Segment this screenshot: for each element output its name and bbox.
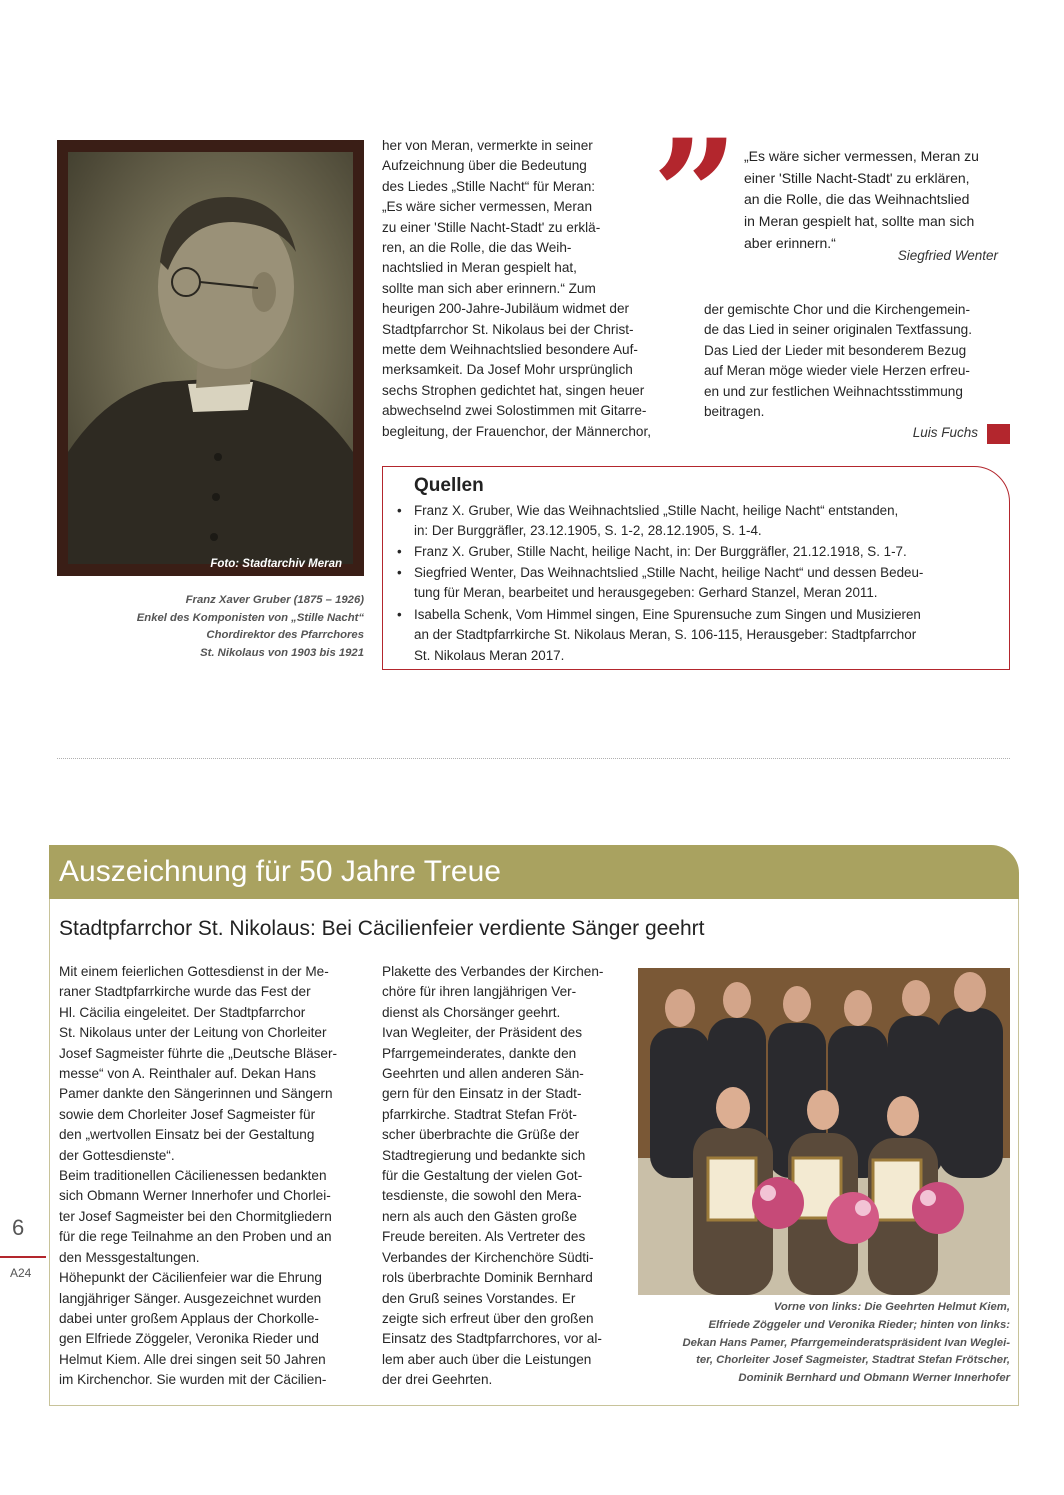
article1-column-right bbox=[704, 300, 1014, 422]
text-line: Einsatz des Stadtpfarrchores, vor al- bbox=[382, 1331, 602, 1347]
bullet: • bbox=[397, 607, 402, 622]
source-item bbox=[397, 542, 997, 562]
text-line: lem aber auch über die Leistungen bbox=[382, 1351, 592, 1367]
text-line: der drei Geehrten. bbox=[382, 1372, 493, 1388]
page-marker-rule bbox=[0, 1256, 46, 1258]
pull-quote bbox=[744, 146, 1002, 255]
section-divider bbox=[57, 758, 1010, 759]
caption-line: Franz Xaver Gruber (1875 – 1926) bbox=[185, 594, 364, 606]
text-line: Beim traditionellen Cäcilienessen bedankten bbox=[59, 1168, 327, 1184]
text-line: pfarrkirche. Stadtrat Stefan Fröt- bbox=[382, 1106, 577, 1122]
text-line: den „wertvollen Einsatz bei der Gestaltung bbox=[59, 1127, 315, 1143]
source-line: Siegfried Wenter, Das Weihnachtslied „Stille Nacht, heilige Nacht“ und dessen Bedeu- bbox=[414, 565, 924, 580]
caption-line: Chordirektor des Pfarrchores bbox=[206, 629, 364, 641]
text-line: tesdienste, die sowohl den Mera- bbox=[382, 1188, 582, 1204]
text-line: sollte man sich aber erinnern.“ Zum bbox=[382, 280, 596, 296]
text-line: zu einer 'Stille Nacht-Stadt' zu erklä- bbox=[382, 219, 601, 235]
photo-credit: Foto: Stadtarchiv Meran bbox=[210, 558, 342, 570]
quote-mark-icon: ” bbox=[652, 107, 725, 283]
text-line: raner Stadtpfarrkirche wurde das Fest der bbox=[59, 984, 311, 1000]
text-line: für die Gestaltung der vielen Got- bbox=[382, 1168, 583, 1184]
group-photo-caption bbox=[620, 1299, 1010, 1388]
text-line: en und zur festlichen Weihnachtsstimmung bbox=[704, 383, 963, 399]
group-photo bbox=[638, 968, 1010, 1295]
text-line: begleitung, der Frauenchor, der Männerchor, bbox=[382, 423, 652, 439]
source-line: tung für Meran, bearbeitet und herausgegeben: Gerhard Stanzel, Meran 2011. bbox=[414, 585, 878, 601]
text-line: zeigte sich erfreut über den großen bbox=[382, 1310, 594, 1326]
caption-line: Enkel des Komponisten von „Stille Nacht“ bbox=[136, 611, 364, 624]
text-line: Pfarrgemeinderates, dankte den bbox=[382, 1045, 577, 1061]
text-line: Stadtpfarrchor St. Nikolaus bei der Christ- bbox=[382, 321, 634, 337]
bullet: • bbox=[397, 565, 402, 580]
portrait-illustration bbox=[68, 152, 353, 564]
text-line: sechs Strophen gedichtet hat, singen heuer bbox=[382, 382, 645, 398]
text-line: scher überbrachte die Grüße der bbox=[382, 1127, 580, 1143]
caption-line: ter, Chorleiter Josef Sagmeister, Stadtrat Stefan Frötscher, bbox=[696, 1354, 1010, 1367]
text-line: merksamkeit. Da Josef Mohr ursprünglich bbox=[382, 362, 633, 378]
quote-line: aber erinnern.“ bbox=[744, 234, 836, 251]
source-item bbox=[397, 563, 997, 604]
text-line: de das Lied in seiner originalen Textfassung. bbox=[704, 322, 973, 338]
text-line: „Es wäre sicher vermessen, Meran bbox=[382, 199, 593, 215]
caption-line: Vorne von links: Die Geehrten Helmut Kiem, bbox=[773, 1301, 1010, 1313]
text-line: heurigen 200-Jahre-Jubiläum widmet der bbox=[382, 301, 630, 317]
text-line: abwechselnd zwei Solostimmen mit Gitarre- bbox=[382, 403, 647, 419]
text-line: für die rege Teilnahme an den Proben und an bbox=[59, 1229, 332, 1245]
text-line: im Kirchenchor. Sie wurden mit der Cäcilien- bbox=[59, 1372, 327, 1388]
text-line: Höhepunkt der Cäcilienfeier war die Ehrung bbox=[59, 1270, 322, 1286]
text-line: gern für den Einsatz in der Stadt- bbox=[382, 1086, 582, 1102]
text-line: der gemischte Chor und die Kirchengemein- bbox=[704, 302, 970, 317]
text-line: beitragen. bbox=[704, 404, 765, 420]
text-line: sowie dem Chorleiter Josef Sagmeister für bbox=[59, 1106, 316, 1122]
text-line: Hl. Cäcilia eingeleitet. Der Stadtpfarrchor bbox=[59, 1004, 306, 1020]
text-line: des Liedes „Stille Nacht“ für Meran: bbox=[382, 178, 596, 194]
article2-column-middle bbox=[382, 962, 632, 1391]
quote-line: „Es wäre sicher vermessen, Meran zu bbox=[744, 148, 979, 164]
article-author: Luis Fuchs bbox=[912, 425, 978, 440]
source-line: St. Nikolaus Meran 2017. bbox=[414, 647, 565, 663]
caption-line: St. Nikolaus von 1903 bis 1921 bbox=[200, 646, 364, 659]
text-line: messe“ von A. Reinthaler auf. Dekan Hans bbox=[59, 1066, 316, 1082]
quote-line: einer 'Stille Nacht-Stadt' zu erklären, bbox=[744, 169, 970, 186]
portrait-image bbox=[68, 152, 353, 564]
article2-subtitle: Stadtpfarrchor St. Nikolaus: Bei Cäcilienfeier verdiente Sänger geehrt bbox=[59, 917, 705, 940]
source-line: Franz X. Gruber, Stille Nacht, heilige Nacht, in: Der Burggräfler, 21.12.1918, S. 1-7. bbox=[414, 544, 907, 559]
caption-line: Elfriede Zöggeler und Veronika Rieder; hinten von links: bbox=[708, 1318, 1010, 1331]
text-line: nern als auch den Gästen große bbox=[382, 1208, 577, 1224]
text-line: Verbandes der Kirchenchöre Südti- bbox=[382, 1249, 594, 1265]
source-item bbox=[397, 605, 997, 666]
text-line: Das Lied der Lieder mit besonderem Bezug bbox=[704, 342, 967, 358]
text-line: gen Elfriede Zöggeler, Veronika Rieder und bbox=[59, 1331, 319, 1347]
text-line: Freude bereiten. Als Vertreter des bbox=[382, 1229, 586, 1245]
text-line: Mit einem feierlichen Gottesdienst in der Me- bbox=[59, 964, 329, 979]
quote-line: an die Rolle, die das Weihnachtslied bbox=[744, 191, 970, 208]
caption-line: Dekan Hans Pamer, Pfarrgemeinderatspräsident Ivan Weglei- bbox=[682, 1336, 1010, 1349]
text-line: ter Josef Sagmeister bei den Chormitgliedern bbox=[59, 1208, 332, 1224]
text-line: Helmut Kiem. Alle drei singen seit 50 Jahren bbox=[59, 1351, 326, 1367]
text-line: der Gottesdienste“. bbox=[59, 1147, 175, 1163]
text-line: langjähriger Sänger. Ausgezeichnet wurden bbox=[59, 1290, 322, 1306]
article2-title: Auszeichnung für 50 Jahre Treue bbox=[59, 855, 501, 888]
text-line: Aufzeichnung über die Bedeutung bbox=[382, 158, 587, 174]
text-line: Josef Sagmeister führte die „Deutsche Bläser- bbox=[59, 1045, 338, 1061]
page-number: 6 bbox=[12, 1215, 25, 1240]
text-line: St. Nikolaus unter der Leitung von Chorleiter bbox=[59, 1025, 327, 1041]
text-line: sich Obmann Werner Innerhofer und Chorlei- bbox=[59, 1188, 331, 1204]
source-line: Isabella Schenk, Vom Himmel singen, Eine Spurensuche zum Singen und Musizieren bbox=[414, 607, 921, 622]
bullet: • bbox=[397, 544, 402, 559]
text-line: Ivan Wegleiter, der Präsident des bbox=[382, 1025, 582, 1041]
source-line: an der Stadtpfarrkirche St. Nikolaus Meran, S. 106-115, Herausgeber: Stadtpfarrchor bbox=[414, 627, 917, 643]
text-line: den Gruß seines Vorstandes. Er bbox=[382, 1290, 576, 1306]
text-line: chöre für ihren langjährigen Ver- bbox=[382, 984, 577, 1000]
text-line: Geehrten und allen anderen Sän- bbox=[382, 1066, 584, 1082]
text-line: mette dem Weihnachtslied besondere Auf- bbox=[382, 342, 638, 358]
source-line: in: Der Burggräfler, 23.12.1905, S. 1-2, 28.12.1905, S. 1-4. bbox=[414, 523, 762, 539]
group-photo-illustration bbox=[638, 968, 1010, 1295]
page-code: A24 bbox=[10, 1266, 32, 1280]
quote-author: Siegfried Wenter bbox=[897, 248, 998, 263]
end-mark-square bbox=[987, 424, 1010, 444]
article1-column-middle bbox=[382, 136, 682, 442]
portrait-caption bbox=[70, 592, 364, 662]
portrait-photo bbox=[57, 140, 364, 576]
text-line: dienst als Chorsänger geehrt. bbox=[382, 1004, 561, 1020]
text-line: Stadtregierung und bedankte sich bbox=[382, 1147, 586, 1163]
text-line: nachtslied in Meran gespielt hat, bbox=[382, 260, 577, 276]
caption-line: Dominik Bernhard und Obmann Werner Innerhofer bbox=[738, 1372, 1010, 1385]
source-item bbox=[397, 501, 997, 542]
text-line: Pamer dankte den Sängerinnen und Sängern bbox=[59, 1086, 333, 1102]
text-line: rols überbrachte Dominik Bernhard bbox=[382, 1270, 593, 1286]
bullet: • bbox=[397, 503, 402, 518]
article2-column-left bbox=[59, 962, 369, 1391]
text-line: den Messgestaltungen. bbox=[59, 1249, 200, 1265]
quote-line: in Meran gespielt hat, sollte man sich bbox=[744, 213, 975, 230]
source-line: Franz X. Gruber, Wie das Weihnachtslied „Stille Nacht, heilige Nacht“ entstanden, bbox=[414, 503, 899, 518]
text-line: ren, an die Rolle, die das Weih- bbox=[382, 240, 572, 256]
text-line: auf Meran möge wieder viele Herzen erfreu- bbox=[704, 363, 970, 379]
text-line: Plakette des Verbandes der Kirchen- bbox=[382, 964, 604, 979]
text-line: dabei unter großem Applaus der Chorkolle- bbox=[59, 1310, 319, 1326]
text-line: her von Meran, vermerkte in seiner bbox=[382, 138, 593, 153]
sources-title: Quellen bbox=[414, 475, 484, 496]
